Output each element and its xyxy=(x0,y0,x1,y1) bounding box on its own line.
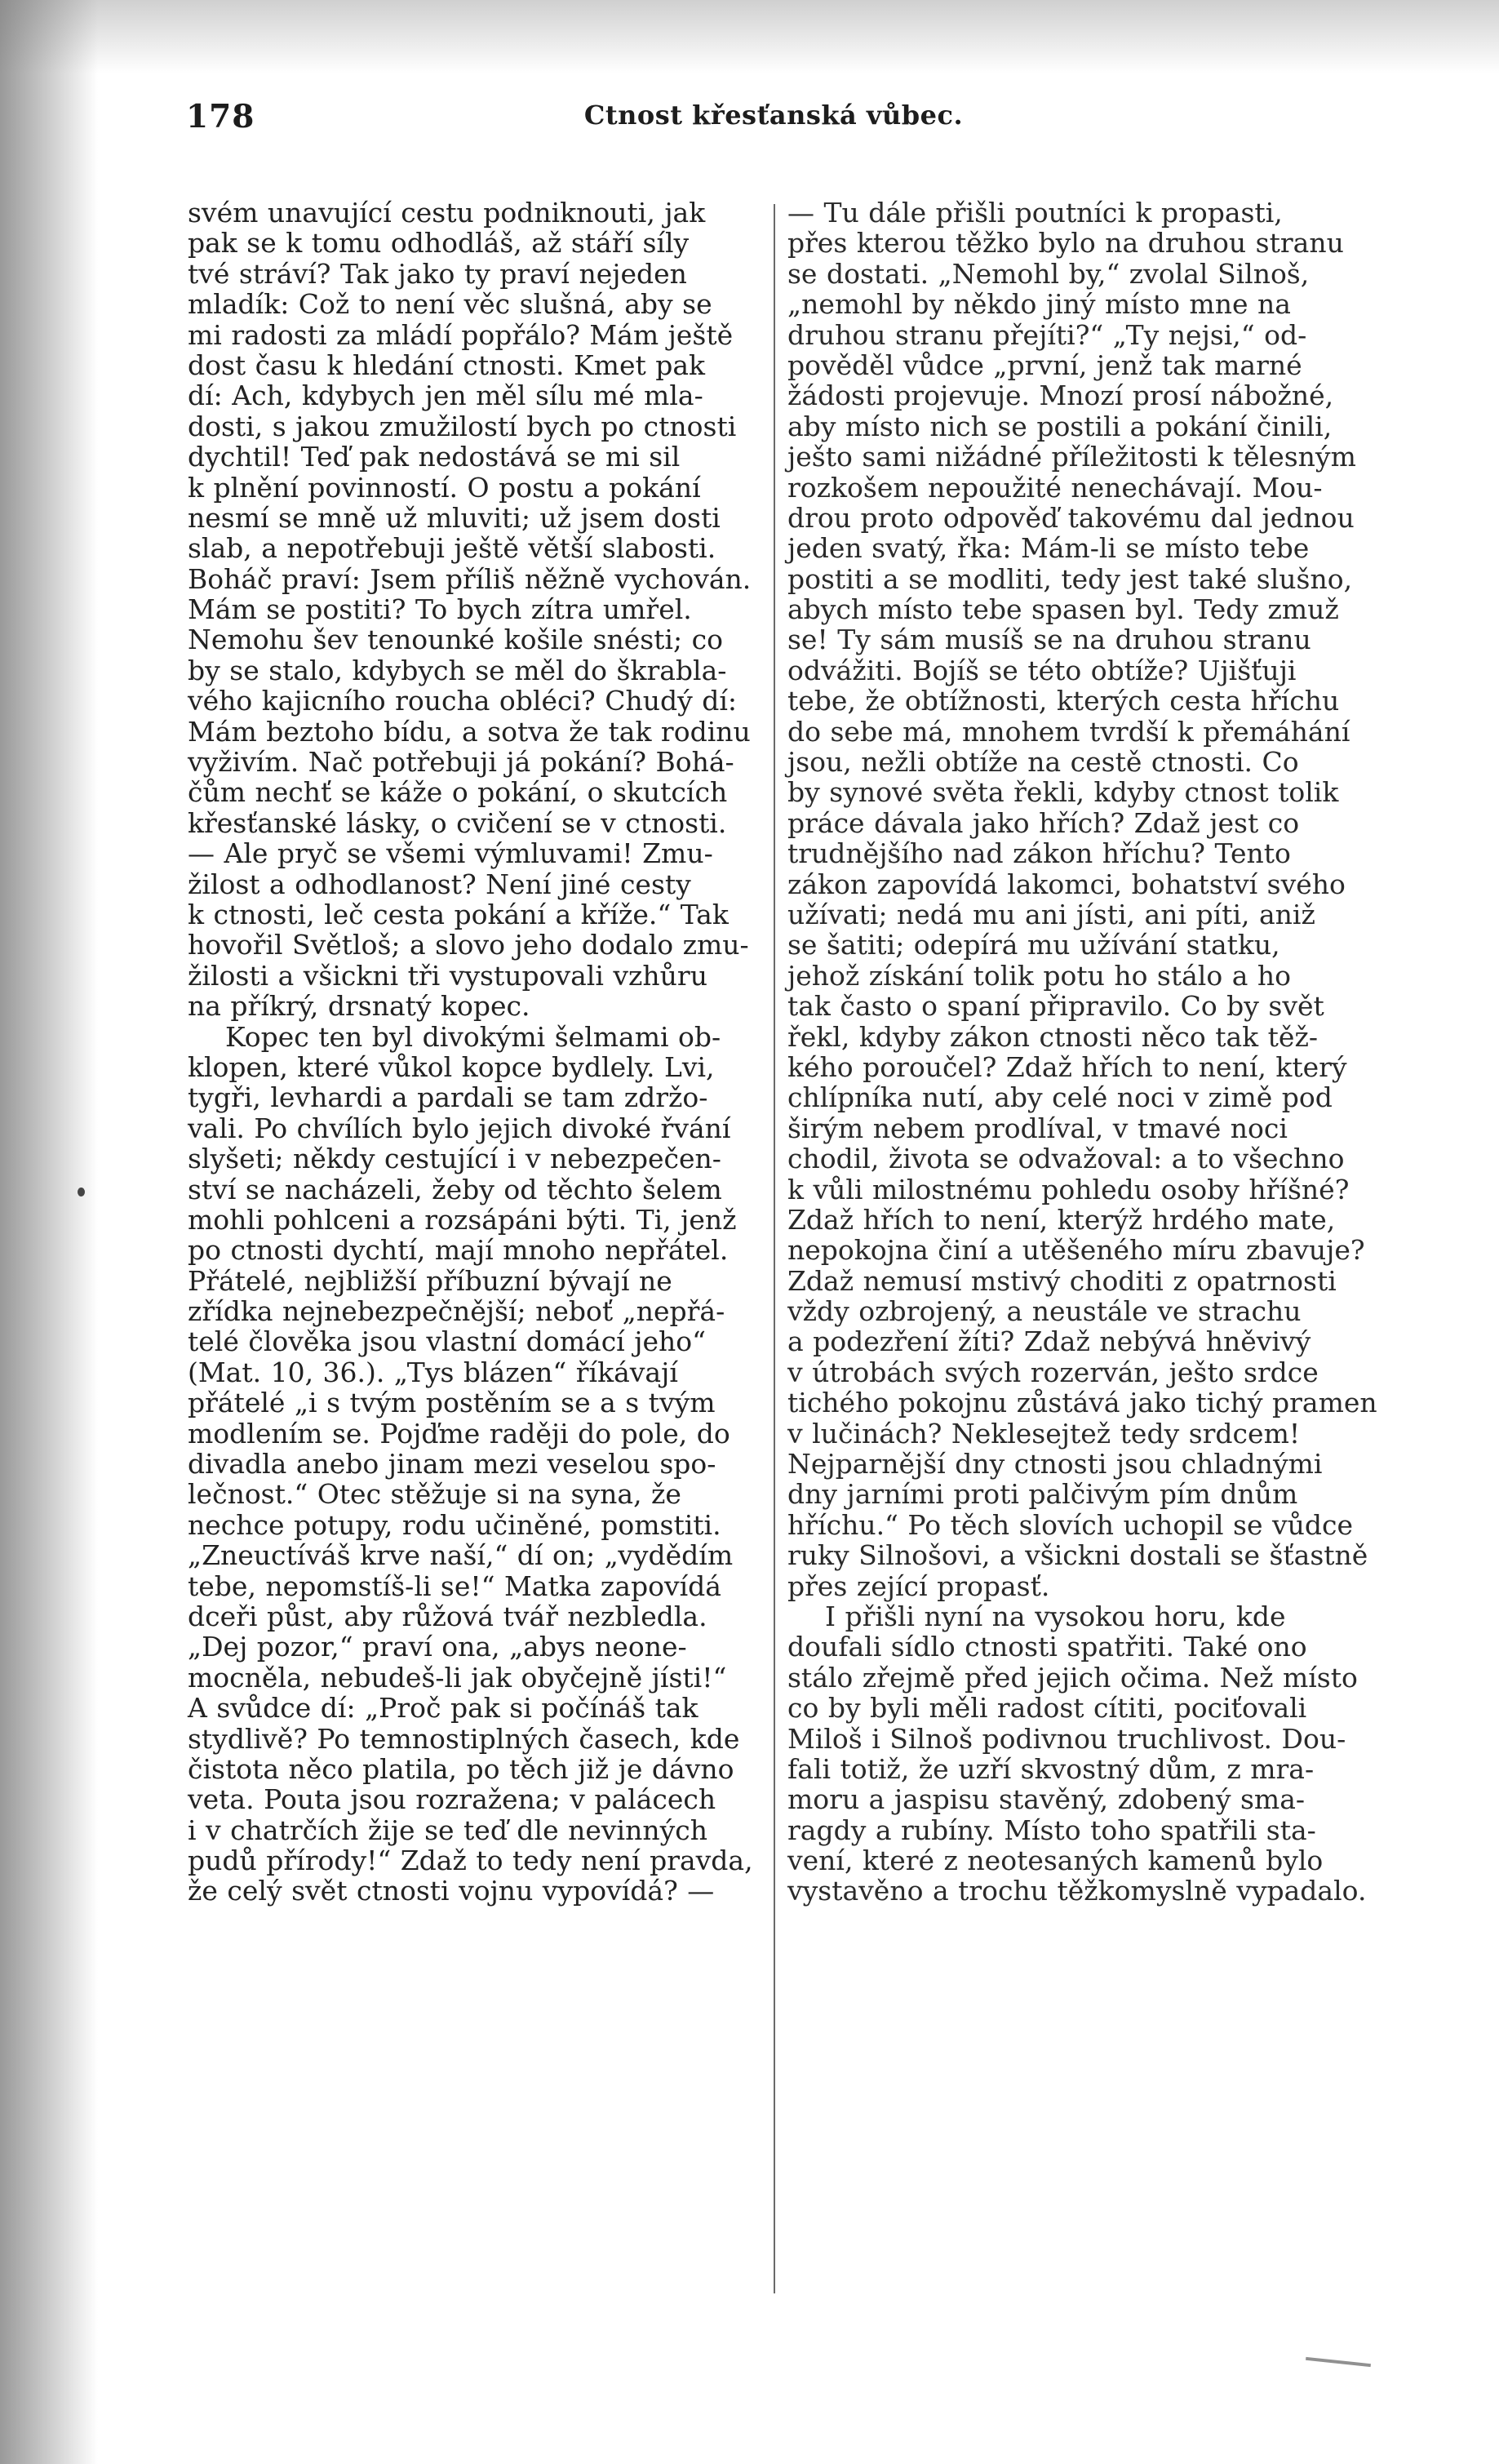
right-column-line: — Tu dále přišli poutníci k propasti, xyxy=(787,197,1283,229)
left-column-line: mocněla, nebudeš-li jak obyčejně jísti!“ xyxy=(188,1661,727,1694)
right-column-line: odvážiti. Bojíš se této obtíže? Ujišťuji xyxy=(787,654,1297,686)
left-column-line: dost času k hledání ctnosti. Kmet pak xyxy=(188,349,706,381)
left-column-line: Mám se postiti? To bych zítra umřel. xyxy=(188,593,692,626)
right-column-line: dny jarními proti palčivým pím dnům xyxy=(787,1478,1298,1511)
left-column-line: A svůdce dí: „Proč pak si počínáš tak xyxy=(188,1692,698,1725)
right-column-line: aby místo nich se postili a pokání činili, xyxy=(787,410,1333,442)
right-column-line: jsou, nežli obtíže na cestě ctnosti. Co xyxy=(787,746,1299,779)
scan-edge-shadow-top xyxy=(0,0,1499,73)
left-column-line: čům nechť se káže o pokání, o skutcích xyxy=(188,776,728,809)
left-column-line: divadla anebo jinam mezi veselou spo- xyxy=(188,1448,716,1481)
left-column-line: dychtil! Teď pak nedostává se mi sil xyxy=(188,441,681,473)
right-column-line: přes zející propasť. xyxy=(787,1569,1050,1602)
right-column-line: co by byli měli radost cítiti, pociťovali xyxy=(787,1692,1307,1725)
left-column-line: klopen, které vůkol kopce bydlely. Lvi, xyxy=(188,1050,715,1083)
running-title: Ctnost křesťanská vůbec. xyxy=(583,100,964,131)
left-column-line: ství se nacházeli, žeby od těchto šelem xyxy=(188,1173,722,1205)
left-column-line: nechce potupy, rodu učiněné, pomstiti. xyxy=(188,1508,721,1541)
right-column-line: abych místo tebe spasen byl. Tedy zmuž xyxy=(787,593,1339,626)
right-column-line: vení, které z neotesaných kamenů bylo xyxy=(787,1845,1324,1877)
left-column-line: svém unavující cestu podniknouti, jak xyxy=(188,197,706,229)
right-column-line: tak často o spaní připravilo. Co by svět xyxy=(787,990,1324,1023)
right-column-line: zákon zapovídá lakomci, bohatství svého xyxy=(787,868,1346,900)
right-column-line: druhou stranu přejíti?“ „Ty nejsi,“ od- xyxy=(787,318,1307,351)
left-column-line: telé člověka jsou vlastní domácí jeho“ xyxy=(188,1325,706,1358)
left-column-line: žilosti a všickni tři vystupovali vzhůru xyxy=(188,959,707,992)
right-column-line: rozkošem nepoužité nenechávají. Mou- xyxy=(787,471,1323,504)
right-column-line: postiti a se modliti, tedy jest také slušno, xyxy=(787,562,1353,595)
left-column-line: Mám beztoho bídu, a sotva že tak rodinu xyxy=(188,715,751,748)
left-column-line: tygři, levhardi a pardali se tam zdržo- xyxy=(188,1081,708,1114)
right-column-line: Zdaž nemusí mstivý choditi z opatrnosti xyxy=(787,1264,1337,1297)
scan-smudge xyxy=(1306,2357,1371,2367)
right-column-line: se! Ty sám musíš se na druhou stranu xyxy=(787,624,1311,656)
left-column-line: k plnění povinností. O postu a pokání xyxy=(188,471,701,504)
left-column-line: mi radosti za mládí popřálo? Mám ještě xyxy=(188,318,734,351)
right-column-line: nepokojna činí a utěšeného míru zbavuje? xyxy=(787,1234,1365,1267)
right-column-line: „nemohl by někdo jiný místo mne na xyxy=(787,288,1291,321)
right-column-line: vystavěno a trochu těžkomyslně vypadalo. xyxy=(787,1875,1367,1907)
page-number: 178 xyxy=(186,98,255,135)
right-column-line: ragdy a rubíny. Místo toho spatřili sta- xyxy=(787,1814,1316,1846)
right-column-line: chlípníka nutí, aby celé noci v zimě pod xyxy=(787,1081,1333,1114)
left-column-line: tebe, nepomstíš-li se!“ Matka zapovídá xyxy=(188,1569,721,1602)
left-column-line: i v chatrčích žije se teď dle nevinných xyxy=(188,1814,707,1846)
left-column-line: slab, a nepotřebuji ještě větší slabosti. xyxy=(188,532,716,565)
right-column-line: užívati; nedá mu ani jísti, ani píti, aniž xyxy=(787,898,1315,930)
left-column-line: přátelé „i s tvým postěním se a s tvým xyxy=(188,1387,716,1419)
left-column-line: „Dej pozor,“ praví ona, „abys neone- xyxy=(188,1631,687,1663)
left-column-line: po ctnosti dychtí, mají mnoho nepřátel. xyxy=(188,1234,729,1267)
right-column-line: do sebe má, mnohem tvrdší k přemáhání xyxy=(787,715,1350,748)
left-column-line: vého kajicního roucha obléci? Chudý dí: xyxy=(188,685,738,717)
right-column-line: a podezření žíti? Zdaž nebývá hněvivý xyxy=(787,1325,1311,1358)
left-column-line: lečnost.“ Otec stěžuje si na syna, že xyxy=(188,1478,681,1511)
left-column-line: pak se k tomu odhodláš, až stáří síly xyxy=(188,227,690,260)
right-column-line: drou proto odpověď takovému dal jednou xyxy=(787,501,1355,534)
right-column-line: Miloš i Silnoš podivnou truchlivost. Dou- xyxy=(787,1722,1346,1755)
right-column-line: Zdaž hřích to není, kterýž hrdého mate, xyxy=(787,1203,1336,1236)
right-column-line: přes kterou těžko bylo na druhou stranu xyxy=(787,227,1344,260)
left-column-line: hovořil Světloš; a slovo jeho dodalo zmu- xyxy=(188,929,749,961)
left-column-line: dosti, s jakou zmužilostí bych po ctnosti xyxy=(188,410,737,442)
right-column-line: k vůli milostnému pohledu osoby hříšné? xyxy=(787,1173,1350,1205)
left-column-line: Nemohu šev tenounké košile snésti; co xyxy=(188,624,723,656)
right-column-line: jeden svatý, řka: Mám-li se místo tebe xyxy=(787,532,1310,565)
left-column-line: že celý svět ctnosti vojnu vypovídá? — xyxy=(188,1875,715,1907)
right-column-line: tichého pokojnu zůstává jako tichý pramen xyxy=(787,1387,1377,1419)
scan-speck xyxy=(78,1188,85,1196)
left-column-line: Kopec ten byl divokými šelmami ob- xyxy=(188,1020,721,1053)
left-column-line: křesťanské lásky, o cvičení se v ctnosti. xyxy=(188,806,727,839)
right-column-line: širým nebem prodlíval, v tmavé noci xyxy=(787,1112,1288,1144)
right-column-line: žádosti projevuje. Mnozí prosí nábožné, xyxy=(787,380,1334,412)
left-column-line: vyživím. Nač potřebuji já pokání? Bohá- xyxy=(188,746,734,779)
left-column-line: vali. Po chvílích bylo jejich divoké řvání xyxy=(188,1112,731,1144)
left-column-line: mladík: Což to není věc slušná, aby se xyxy=(188,288,712,321)
right-column-line: Nejparnější dny ctnosti jsou chladnými xyxy=(787,1448,1323,1481)
right-column-line: chodil, života se odvažoval: a to všechno xyxy=(787,1143,1345,1175)
left-column-line: modlením se. Pojďme raději do pole, do xyxy=(188,1417,730,1450)
right-column-line: kého poroučel? Zdaž hřích to není, který xyxy=(787,1050,1347,1083)
left-column-line: slyšeti; někdy cestující i v nebezpečen- xyxy=(188,1143,721,1175)
right-column-line: jehož získání tolik potu ho stálo a ho xyxy=(787,959,1292,992)
page-header xyxy=(186,98,1361,147)
left-column-line: Přátelé, nejbližší příbuzní bývají ne xyxy=(188,1264,672,1297)
left-column-line: „Zneuctíváš krve naší,“ dí on; „vydědím xyxy=(188,1539,734,1572)
left-column-line: zřídka nejnebezpečnější; neboť „nepřá- xyxy=(188,1295,725,1328)
left-column-line: dceři půst, aby růžová tvář nezbledla. xyxy=(188,1600,707,1632)
right-column-line: ješto sami nižádné příležitosti k tělesným xyxy=(787,441,1356,473)
left-text-column xyxy=(188,198,764,1907)
right-column-line: práce dávala jako hřích? Zdaž jest co xyxy=(787,806,1300,839)
right-column-line: vždy ozbrojený, a neustále ve strachu xyxy=(787,1295,1302,1328)
right-column-line: řekl, kdyby zákon ctnosti něco tak těž- xyxy=(787,1020,1318,1053)
right-column-line: fali totiž, že uzří skvostný dům, z mra- xyxy=(787,1752,1315,1785)
right-column-line: tebe, že obtížnosti, kterých cesta hříchu xyxy=(787,685,1340,717)
right-column-line: se dostati. „Nemohl by,“ zvolal Silnoš, xyxy=(787,257,1310,290)
right-column-line: v lučinách? Neklesejtež tedy srdcem! xyxy=(787,1417,1301,1450)
right-column-line: I přišli nyní na vysokou horu, kde xyxy=(787,1600,1286,1632)
left-column-line: (Mat. 10, 36.). „Tys blázen“ říkávají xyxy=(188,1356,678,1388)
right-column-line: ruky Silnošovi, a všickni dostali se šťastně xyxy=(787,1539,1368,1572)
left-column-line: čistota něco platila, po těch již je dávno xyxy=(188,1752,734,1785)
left-column-line: nesmí se mně už mluviti; už jsem dosti xyxy=(188,501,721,534)
left-column-line: na příkrý, drsnatý kopec. xyxy=(188,990,530,1023)
right-column-line: moru a jaspisu stavěný, zdobený sma- xyxy=(787,1783,1306,1816)
left-column-line: — Ale pryč se všemi výmluvami! Zmu- xyxy=(188,837,713,870)
left-column-line: stydlivě? Po temnostiplných časech, kde xyxy=(188,1722,740,1755)
right-column-line: by synové světa řekli, kdyby ctnost tolik xyxy=(787,776,1339,809)
right-column-line: se šatiti; odepírá mu užívání statku, xyxy=(787,929,1280,961)
right-column-line: trudnějšího nad zákon hříchu? Tento xyxy=(787,837,1291,870)
left-column-line: dí: Ach, kdybych jen měl sílu mé mla- xyxy=(188,380,703,412)
column-divider xyxy=(774,204,775,2293)
left-column-line: pudů přírody!“ Zdaž to tedy není pravda, xyxy=(188,1845,753,1877)
right-column-line: doufali sídlo ctnosti spatřiti. Také ono xyxy=(787,1631,1307,1663)
right-column-line: hříchu.“ Po těch slovích uchopil se vůdce xyxy=(787,1508,1354,1541)
left-column-line: veta. Pouta jsou rozražena; v palácech xyxy=(188,1783,716,1816)
right-column-line: pověděl vůdce „první, jenž tak marné xyxy=(787,349,1302,381)
right-text-column xyxy=(787,197,1377,1907)
left-column-line: mohli pohlceni a rozsápáni býti. Ti, jenž xyxy=(188,1203,737,1236)
left-column-line: k ctnosti, leč cesta pokání a kříže.“ Tak xyxy=(188,898,729,930)
left-column-line: žilost a odhodlanost? Není jiné cesty xyxy=(188,868,691,900)
left-column-line: by se stalo, kdybych se měl do škrabla- xyxy=(188,654,727,686)
left-column-line: Boháč praví: Jsem příliš něžně vychován. xyxy=(188,562,752,595)
left-column-line: tvé stráví? Tak jako ty praví nejeden xyxy=(188,257,687,290)
right-column-line: stálo zřejmě před jejich očima. Než místo xyxy=(787,1661,1358,1694)
right-column-line: v útrobách svých rozerván, ješto srdce xyxy=(787,1356,1319,1388)
scan-edge-shadow-left xyxy=(0,0,98,2464)
